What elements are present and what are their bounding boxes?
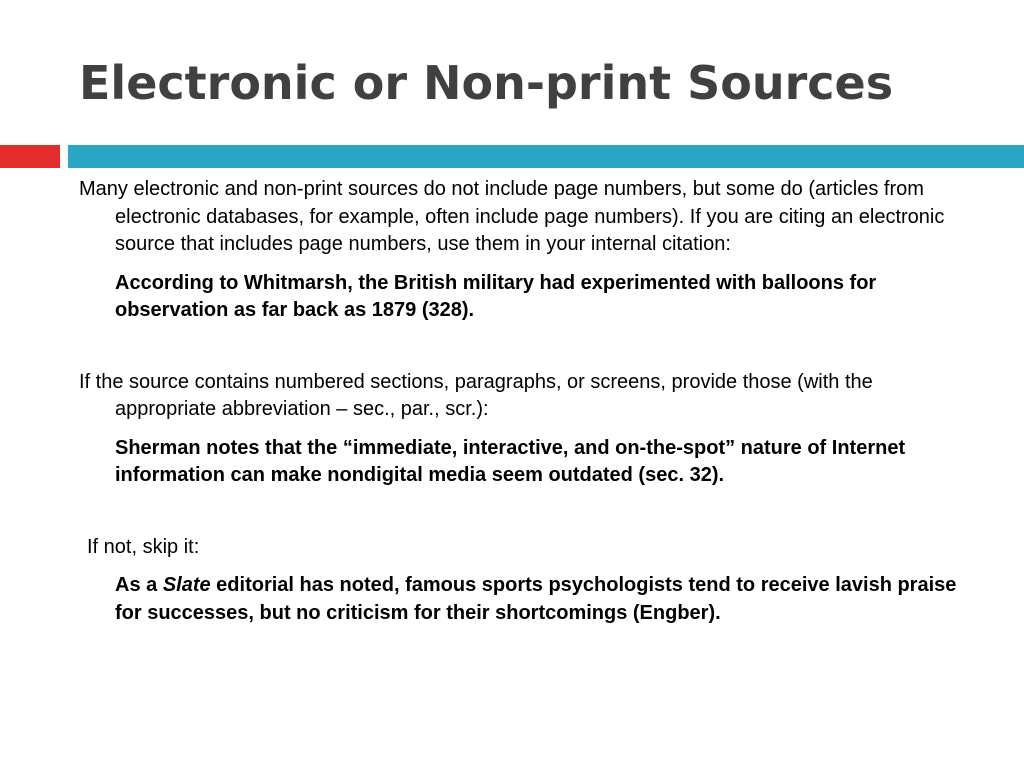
- quote-text-before: As a: [115, 574, 163, 596]
- publication-title-italic: Slate: [162, 574, 211, 596]
- quote-text-after: editorial has noted, famous sports psychologists tend to receive lavish praise for successes, but no criticism for their shortcomings (Engber).: [115, 574, 957, 624]
- slide-body: [79, 176, 979, 627]
- paragraph-skip-it: If not, skip it:: [87, 535, 200, 558]
- example-quote-whitmarsh: According to Whitmarsh, the British military had experimented with balloons for observation as far back as 1879 (328).: [115, 271, 877, 321]
- accent-bar-blue: [68, 145, 1024, 168]
- example-quote-slate: [115, 572, 979, 627]
- paragraph-page-numbers: Many electronic and non-print sources do not include page numbers, but some do (articles from electronic databases, for example, often include page numbers). If you are citing an electronic source that includes page numbers, use them in your internal citation:: [79, 178, 945, 255]
- example-quote-sherman: Sherman notes that the “immediate, interactive, and on-the-spot” nature of Internet information can make nondigital media seem outdated (sec. 32).: [115, 436, 906, 486]
- paragraph-numbered-sections: If the source contains numbered sections, paragraphs, or screens, provide those (with the appropriate abbreviation – sec., par., scr.):: [79, 370, 873, 420]
- slide-title: Electronic or Non-print Sources: [79, 56, 894, 110]
- accent-bar-red: [0, 145, 60, 168]
